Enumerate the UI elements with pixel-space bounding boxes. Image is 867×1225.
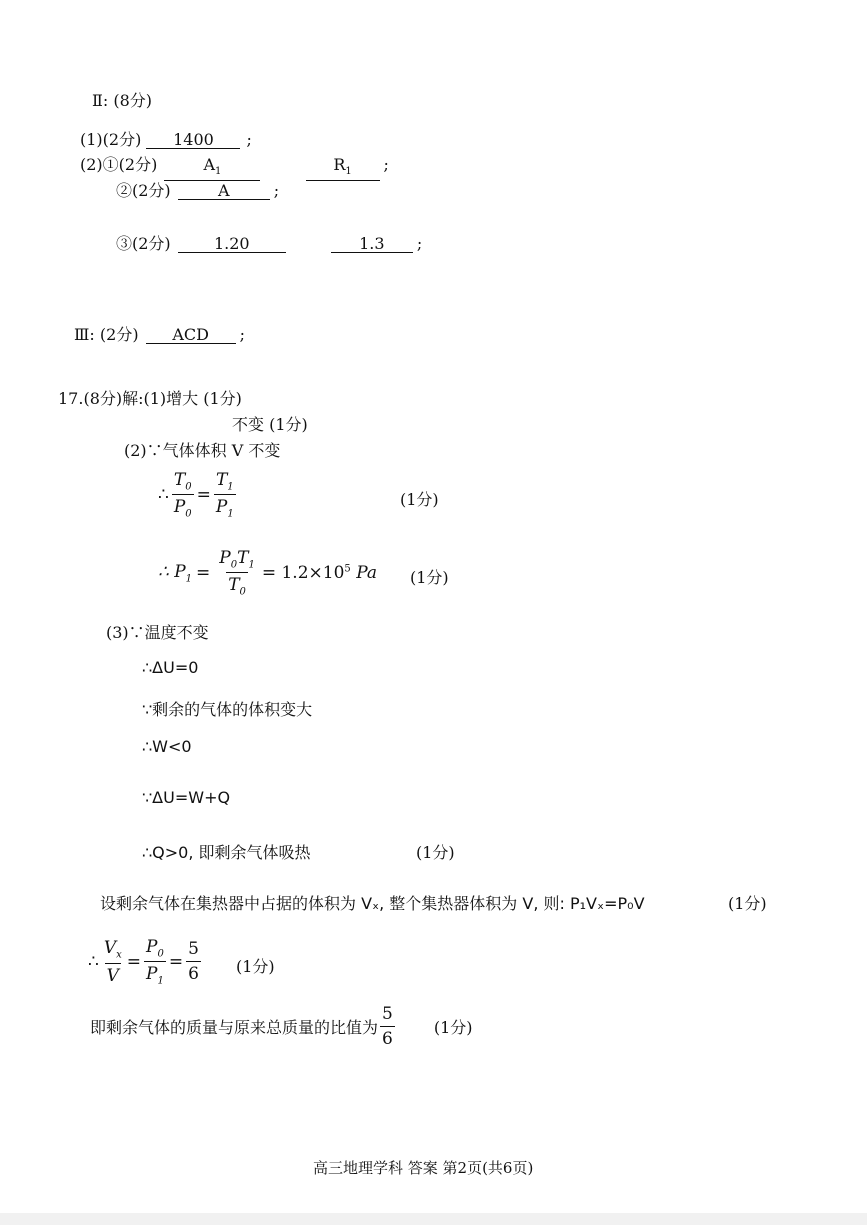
q1-label: (1)(2分) (80, 130, 142, 149)
q2b-line (116, 178, 279, 201)
line-ratio-score: (1分) (433, 1018, 473, 1037)
section3-line (74, 322, 245, 345)
line-assume-score: (1分) (728, 894, 767, 913)
line-assume: 设剩余气体在集热器中占据的体积为 Vₓ, 整个集热器体积为 V, 则: P₁Vₓ=P₀V (100, 894, 645, 913)
fraction-p0-p1: $\frac{P_0}{P_1}$ (146, 937, 164, 987)
bottom-scan-edge (0, 1213, 867, 1225)
q17-p3-intro: (3)∵温度不变 (106, 623, 209, 642)
line-ratio-text: 即剩余气体的质量与原来总质量的比值为 (90, 1018, 379, 1037)
line-volume: ∵剩余的气体的体积变大 (142, 700, 313, 719)
q2a-end: ; (383, 155, 389, 174)
eq3-score: (1分) (236, 957, 275, 976)
therefore-symbol: ∴ (158, 484, 169, 505)
q17-header: 17.(8分)解:(1)增大 (1分) (58, 389, 242, 408)
q2b-label: ②(2分) (116, 181, 171, 200)
eq2-score: (1分) (410, 568, 449, 587)
section3-answer: ACD (146, 326, 236, 344)
fraction-5-6: $\frac{5}{6}$ (188, 939, 199, 985)
q2b-end: ; (273, 181, 280, 200)
section3-label: Ⅲ: (2分) (74, 325, 139, 344)
line-first-law: ∵ΔU=W+Q (142, 788, 231, 807)
line-heat: ∴Q>0, 即剩余气体吸热 (142, 843, 311, 862)
q2a-label: (2)①(2分) (80, 155, 158, 174)
q2a-answer2: $R_1$ (306, 156, 380, 181)
q1-answer: 1400 (146, 131, 240, 149)
line-heat-score: (1分) (416, 843, 455, 862)
fraction-p0t1-t0: $\frac{P_0T_1}{T_0}$ (219, 548, 255, 598)
fraction-vx-v: $\frac{V_x}{V}$ (103, 938, 122, 986)
q2c-line (116, 231, 422, 254)
page-footer: 高三地理学科 答案 第2页(共6页) (313, 1159, 534, 1177)
fraction-ratio-5-6: $\frac{5}{6}$ (382, 1004, 393, 1049)
equation-2: ∴ $P_1$ = $\frac{P_0T_1}{T_0}$ = $1.2\times 10^5$ Pa (158, 548, 377, 598)
q2c-end: ; (416, 234, 423, 253)
line-work: ∴W<0 (142, 737, 192, 756)
q2a-line (80, 152, 389, 181)
q1-line (80, 127, 252, 150)
eq1-score: (1分) (400, 490, 439, 509)
q1-end: ; (246, 130, 252, 149)
line-ratio (90, 1004, 473, 1049)
section3-end: ; (239, 325, 246, 344)
equation-3: ∴ $\frac{V_x}{V}$ = $\frac{P_0}{P_1}$ = $\frac{5}{6}$ (88, 937, 199, 987)
line-delta-u: ∴ΔU=0 (142, 658, 199, 677)
q2b-answer: A (178, 182, 270, 200)
q2c-answer2: 1.3 (331, 235, 413, 253)
equation-1 (158, 470, 239, 520)
fraction-t0-p0: $\frac{T_0}{P_0}$ (173, 470, 192, 520)
q2c-label: ③(2分) (116, 234, 171, 253)
q2c-answer1: 1.20 (178, 235, 286, 253)
q17-p2-intro: (2)∵气体体积 V 不变 (124, 441, 281, 460)
equals-sign: = (196, 484, 211, 505)
fraction-t1-p1: $\frac{T_1}{P_1}$ (215, 470, 234, 520)
q2a-answer1: $A_1$ (164, 156, 260, 181)
section2-heading: Ⅱ: (8分) (92, 91, 153, 110)
q17-line2: 不变 (1分) (232, 415, 308, 434)
